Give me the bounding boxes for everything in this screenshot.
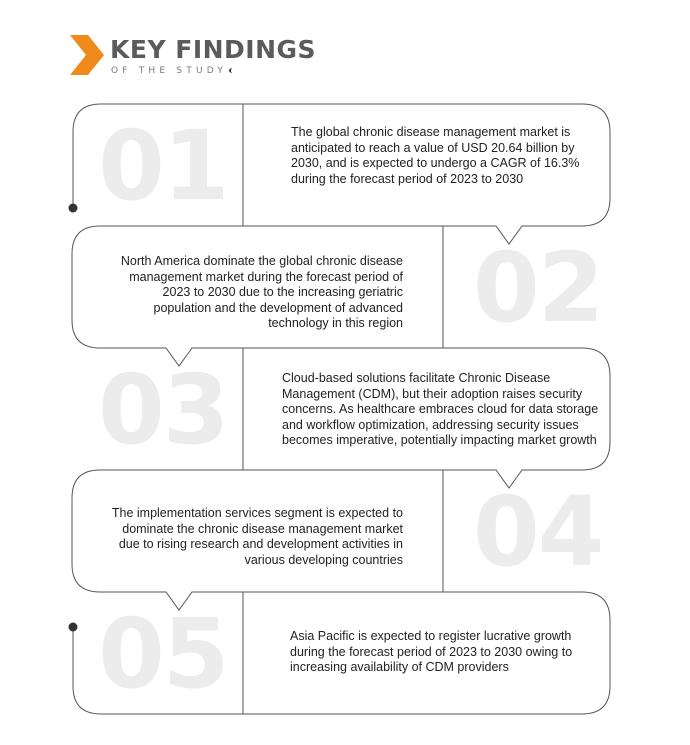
subtitle-mark-icon	[229, 68, 236, 73]
finding-text-05: Asia Pacific is expected to register lucrative growth during the forecast period of 2023 to 2030 owing to increasing availability of CDM providers	[290, 629, 573, 675]
page-subtitle-text: OF THE STUDY	[111, 66, 228, 76]
finding-number-05: 05	[98, 598, 228, 710]
chevron-logo-icon	[70, 35, 104, 75]
finding-text-04: The implementation services segment is expected to dominate the chronic disease management market due to rising research and development activities in various developing countries	[111, 506, 403, 567]
finding-number-02: 02	[473, 232, 603, 344]
finding-text-02: North America dominate the global chronic disease management market during the forecast period of 2023 to 2030 due to the increasing geriatric population and the development of advanced technology in this region	[120, 254, 403, 331]
bullet-dot-01	[69, 204, 78, 213]
page-subtitle	[111, 66, 236, 76]
finding-number-01: 01	[98, 110, 228, 222]
finding-number-03: 03	[98, 354, 228, 466]
finding-text-03: Cloud-based solutions facilitate Chronic Disease Management (CDM), but their adoption raises security concerns. As healthcare embraces cloud for data storage and workflow optimization, addressing security issues becomes imperative, potentially impacting market growth	[282, 371, 599, 448]
bullet-dot-05	[69, 623, 78, 632]
finding-text-01: The global chronic disease management market is anticipated to reach a value of USD 20.64 billion by 2030, and is expected to undergo a CAGR of 16.3% during the forecast period of 2023 to 2030	[291, 125, 580, 186]
finding-number-04: 04	[473, 476, 603, 588]
page-title: KEY FINDINGS	[110, 35, 317, 64]
